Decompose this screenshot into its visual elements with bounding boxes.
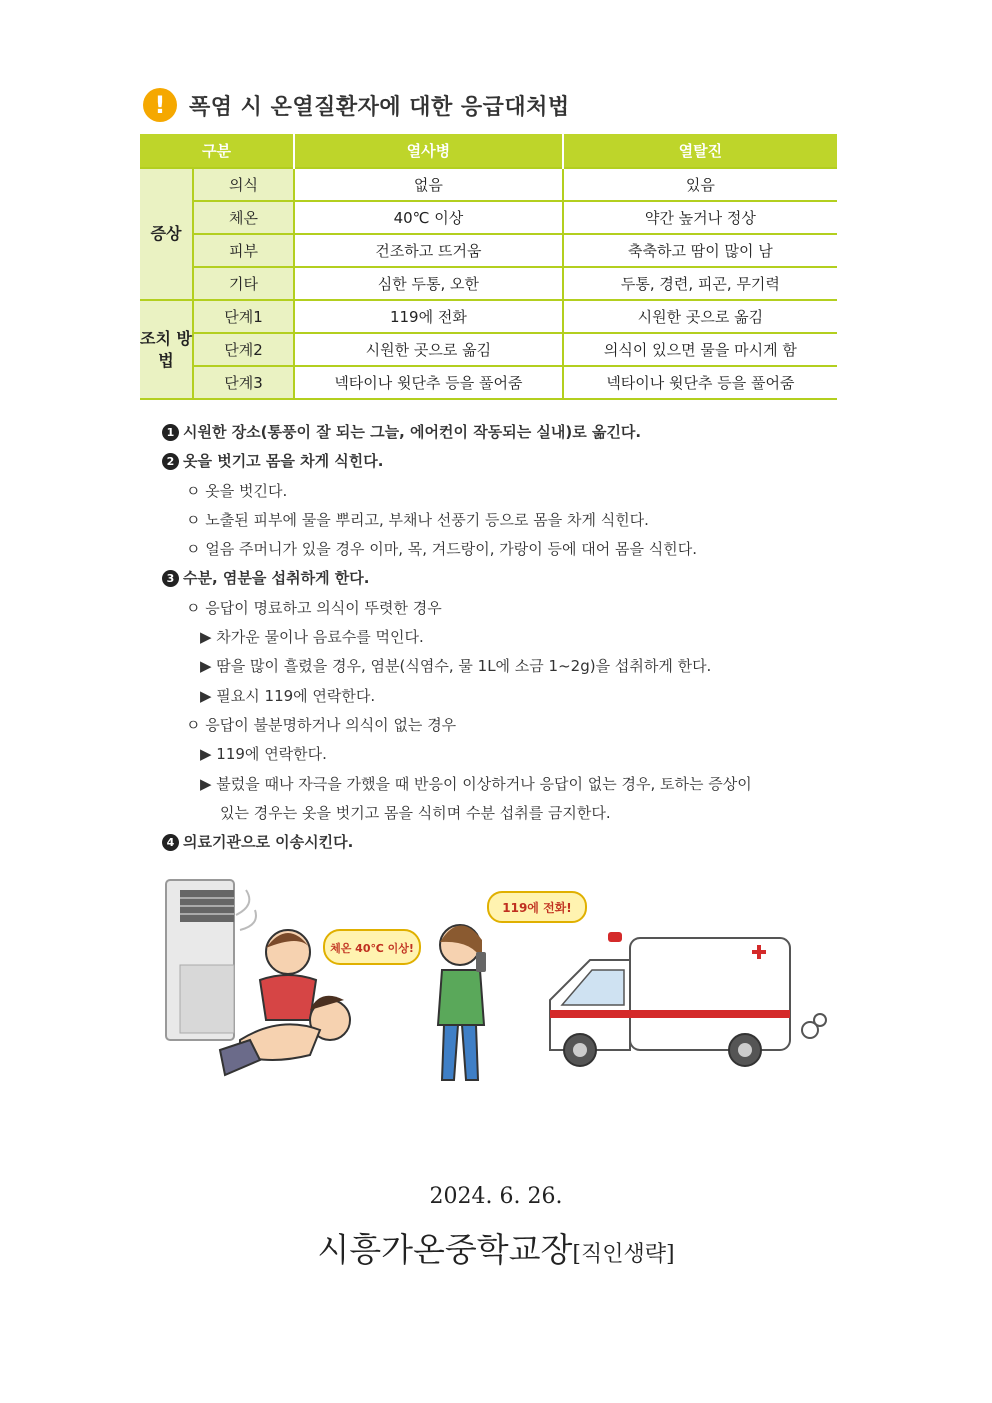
cell-exhaustion: 두통, 경련, 피곤, 무기력 bbox=[563, 267, 837, 300]
step-number-badge: 1 bbox=[162, 424, 179, 441]
table-row bbox=[140, 234, 837, 267]
row-label: 의식 bbox=[193, 168, 294, 201]
header-category: 구분 bbox=[140, 134, 294, 168]
list-item: ▶ 119에 연락한다. bbox=[200, 745, 327, 764]
step-number-badge: 3 bbox=[162, 570, 179, 587]
table-row bbox=[140, 168, 837, 201]
group-actions: 조치 방법 bbox=[140, 300, 193, 399]
cell-exhaustion: 의식이 있으면 물을 마시게 함 bbox=[563, 333, 837, 366]
step-number-badge: 4 bbox=[162, 834, 179, 851]
list-item: ▶ 불렀을 때나 자극을 가했을 때 반응이 이상하거나 응답이 없는 경우, 토하는 증상이 bbox=[200, 774, 752, 793]
table-row bbox=[140, 201, 837, 234]
first-aid-illustration bbox=[160, 870, 840, 1095]
step-1 bbox=[162, 418, 842, 447]
signature bbox=[0, 1224, 992, 1271]
bubble-temperature-text: 체온 40℃ 이상! bbox=[330, 942, 414, 955]
step-text: 의료기관으로 이송시킨다. bbox=[183, 833, 354, 852]
cell-exhaustion: 있음 bbox=[563, 168, 837, 201]
header-heatstroke: 열사병 bbox=[294, 134, 563, 168]
row-label: 단계2 bbox=[193, 333, 294, 366]
speech-bubble-temperature bbox=[324, 930, 420, 964]
helper-person-icon bbox=[260, 930, 316, 1020]
row-label: 단계1 bbox=[193, 300, 294, 333]
cell-heatstroke: 119에 전화 bbox=[294, 300, 563, 333]
illustration-svg bbox=[160, 870, 840, 1095]
title-row bbox=[143, 86, 570, 124]
row-label: 체온 bbox=[193, 201, 294, 234]
list-item: ㅇ 응답이 명료하고 의식이 뚜렷한 경우 bbox=[186, 598, 442, 617]
list-item: ▶ 차가운 물이나 음료수를 먹인다. bbox=[200, 628, 424, 647]
header-exhaustion: 열탈진 bbox=[563, 134, 837, 168]
first-aid-table bbox=[140, 134, 837, 400]
page-title: 폭염 시 온열질환자에 대한 응급대처법 bbox=[189, 94, 570, 120]
table-row bbox=[140, 333, 837, 366]
cell-heatstroke: 시원한 곳으로 옮김 bbox=[294, 333, 563, 366]
list-item: ▶ 땀을 많이 흘렸을 경우, 염분(식염수, 물 1L에 소금 1~2g)을 섭취하게 한다. bbox=[200, 657, 712, 676]
step-text: 수분, 염분을 섭취하게 한다. bbox=[183, 569, 370, 588]
table-header-row bbox=[140, 134, 837, 168]
stamp-note: [직인생략] bbox=[572, 1242, 675, 1267]
row-label: 피부 bbox=[193, 234, 294, 267]
step-text: 시원한 장소(통풍이 잘 되는 그늘, 에어컨이 작동되는 실내)로 옮긴다. bbox=[183, 423, 642, 441]
row-label: 기타 bbox=[193, 267, 294, 300]
step-2 bbox=[162, 447, 842, 476]
principal-name: 시흥가온중학교장 bbox=[317, 1230, 573, 1269]
first-aid-steps bbox=[162, 418, 842, 857]
bubble-call-text: 119에 전화! bbox=[502, 901, 572, 915]
ambulance-icon bbox=[550, 932, 826, 1066]
list-item: 있는 경우는 옷을 벗기고 몸을 식히며 수분 섭취를 금지한다. bbox=[220, 803, 611, 822]
air-conditioner-icon bbox=[166, 880, 256, 1040]
step-number-badge: 2 bbox=[162, 453, 179, 470]
list-item: ㅇ 옷을 벗긴다. bbox=[186, 481, 288, 500]
step-text: 옷을 벗기고 몸을 차게 식힌다. bbox=[183, 452, 384, 471]
cell-heatstroke: 넥타이나 윗단추 등을 풀어줌 bbox=[294, 366, 563, 399]
list-item: ㅇ 얼음 주머니가 있을 경우 이마, 목, 겨드랑이, 가랑이 등에 대어 몸을 식힌다. bbox=[186, 540, 697, 559]
cell-exhaustion: 축축하고 땀이 많이 남 bbox=[563, 234, 837, 267]
cell-exhaustion: 넥타이나 윗단추 등을 풀어줌 bbox=[563, 366, 837, 399]
cell-exhaustion: 시원한 곳으로 옮김 bbox=[563, 300, 837, 333]
list-item: ▶ 필요시 119에 연락한다. bbox=[200, 686, 376, 705]
table-row bbox=[140, 366, 837, 399]
cell-heatstroke: 40℃ 이상 bbox=[294, 201, 563, 234]
cell-heatstroke: 심한 두통, 오한 bbox=[294, 267, 563, 300]
row-label: 단계3 bbox=[193, 366, 294, 399]
group-symptoms: 증상 bbox=[140, 168, 193, 300]
list-item: ㅇ 응답이 불분명하거나 의식이 없는 경우 bbox=[186, 715, 457, 734]
cell-heatstroke: 없음 bbox=[294, 168, 563, 201]
document-date: 2024. 6. 26. bbox=[429, 1184, 563, 1209]
speech-bubble-call bbox=[488, 892, 586, 922]
cell-exhaustion: 약간 높거나 정상 bbox=[563, 201, 837, 234]
caller-person-icon bbox=[438, 925, 486, 1080]
table-row bbox=[140, 267, 837, 300]
exclamation-icon: ! bbox=[143, 88, 177, 122]
list-item: ㅇ 노출된 피부에 물을 뿌리고, 부채나 선풍기 등으로 몸을 차게 식힌다. bbox=[186, 510, 649, 529]
table-row bbox=[140, 300, 837, 333]
step-4 bbox=[162, 828, 842, 857]
cell-heatstroke: 건조하고 뜨거움 bbox=[294, 234, 563, 267]
step-3 bbox=[162, 564, 842, 593]
